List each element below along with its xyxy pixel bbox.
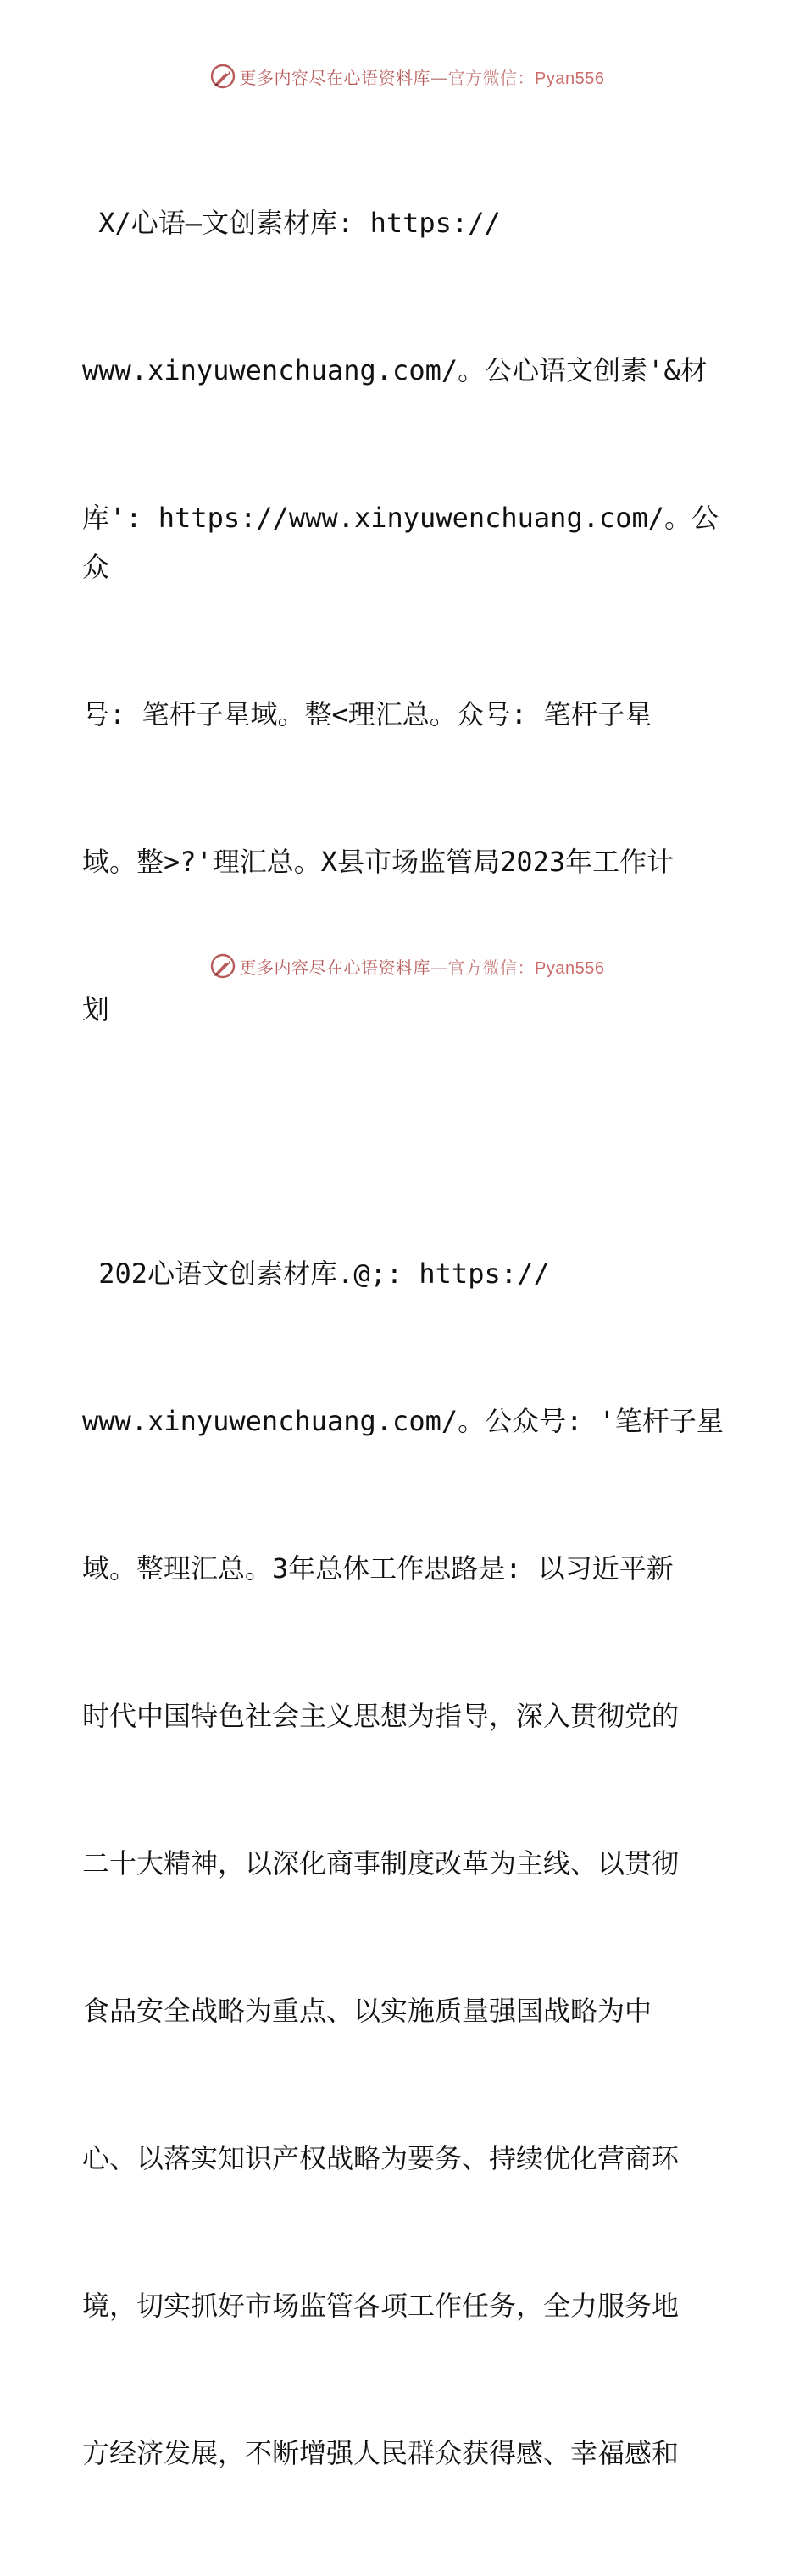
header-watermark-handle: Pyan556 <box>535 69 605 88</box>
paragraph-line: 号: 笔杆子星域。整<理汇总。众号: 笔杆子星 <box>82 698 652 730</box>
paragraph-line: www.xinyuwenchuang.com/。公众号: '笔杆子星 <box>82 1405 724 1437</box>
paragraph-line: 心、以落实知识产权战略为要务、持续优化营商环 <box>82 2142 680 2174</box>
paragraph-line: 202心语文创素材库.@;: https:// <box>82 1257 550 1290</box>
paragraph-line: 二十大精神，以深化商事制度改革为主线、以贯彻 <box>82 1847 680 1879</box>
pen-logo-icon <box>209 63 236 90</box>
document-body <box>82 100 735 2576</box>
paragraph-line: 划 <box>82 993 110 1025</box>
footer-watermark-inner <box>209 952 605 980</box>
paragraph-line: 时代中国特色社会主义思想为指导，深入贯彻党的 <box>82 1700 680 1732</box>
header-watermark <box>0 59 805 93</box>
footer-watermark-dash: — <box>430 957 448 978</box>
footer-watermark-main: 更多内容尽在心语资料库 <box>239 957 431 978</box>
footer-watermark-handle: Pyan556 <box>535 958 605 978</box>
paragraph-line: 域。整理汇总。3年总体工作思路是: 以习近平新 <box>82 1552 674 1585</box>
header-watermark-dash: — <box>430 67 448 88</box>
header-watermark-inner <box>209 63 605 90</box>
footer-watermark-sub: 官方微信： <box>447 957 536 978</box>
header-watermark-sub: 官方微信： <box>447 67 536 88</box>
paragraph-line: www.xinyuwenchuang.com/。公心语文创素'&材 <box>82 354 708 386</box>
paragraph-line: X/心语—文创素材库: https:// <box>82 207 501 239</box>
paragraph-2 <box>82 1151 735 2576</box>
paragraph-line: 库': https://www.xinyuwenchuang.com/。公众 <box>82 502 719 583</box>
header-watermark-main: 更多内容尽在心语资料库 <box>239 67 431 88</box>
footer-watermark <box>0 949 805 983</box>
pen-logo-icon <box>209 952 236 980</box>
paragraph-line: 方经济发展，不断增强人民群众获得感、幸福感和 <box>82 2437 680 2469</box>
header-watermark-text <box>240 64 605 89</box>
paragraph-line: 食品安全战略为重点、以实施质量强国战略为中 <box>82 1995 652 2027</box>
footer-watermark-text <box>240 954 605 979</box>
paragraph-line: 域。整>?'理汇总。X县市场监管局2023年工作计 <box>82 846 675 878</box>
paragraph-line: 境，切实抓好市场监管各项工作任务，全力服务地 <box>82 2290 680 2322</box>
